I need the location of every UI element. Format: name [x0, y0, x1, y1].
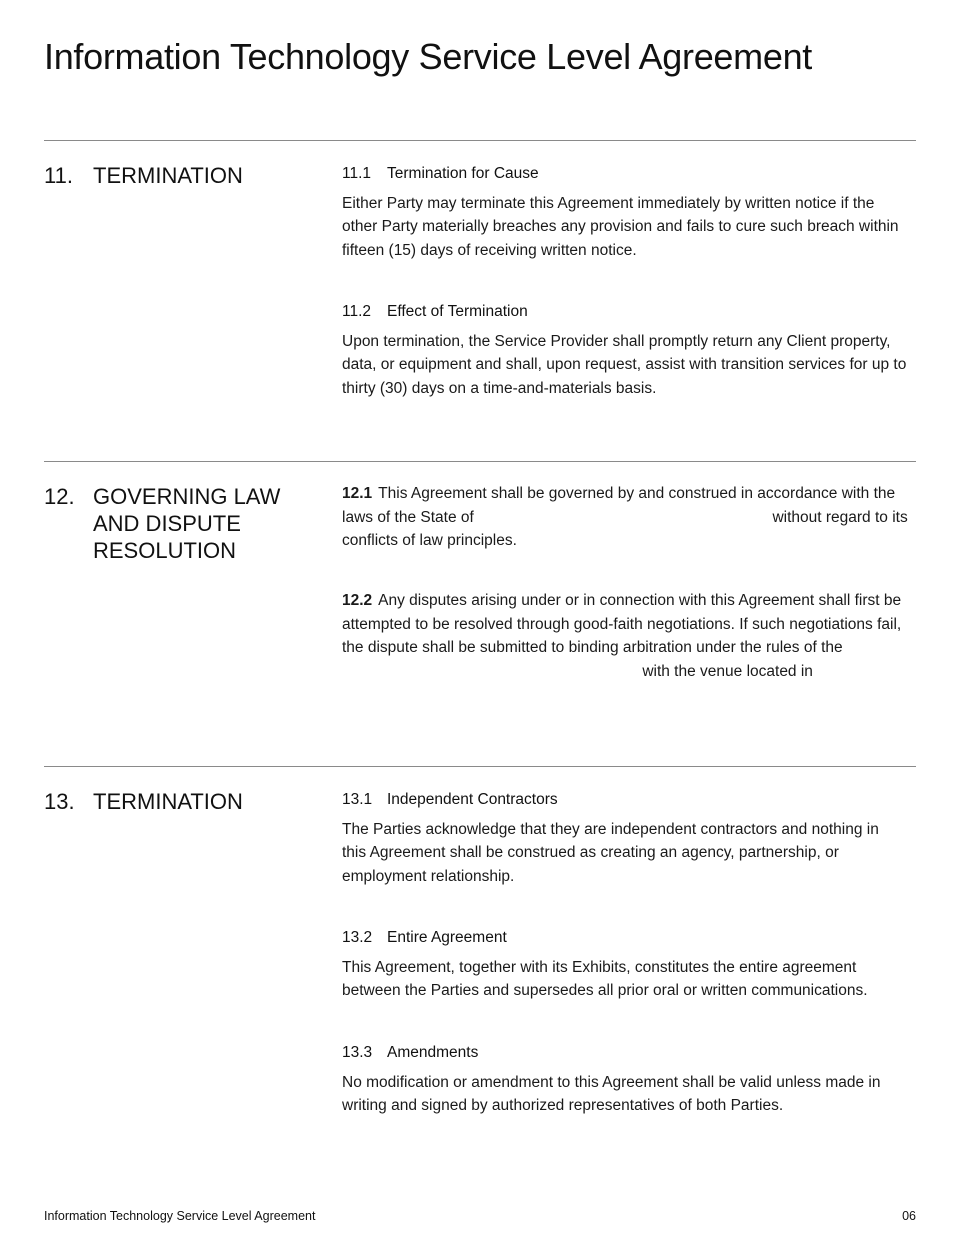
clause-number: 12.2 [342, 592, 373, 609]
clause-body: No modification or amendment to this Agreement shall be valid unless made in writing and signed by authorized representatives of both Parties. [342, 1073, 881, 1114]
clause-13-1 [342, 788, 916, 888]
clause-heading-text: Independent Contractors [387, 791, 558, 808]
clause-body: This Agreement, together with its Exhibits, constitutes the entire agreement between the Parties and supersedes all prior oral or written communications. [342, 958, 868, 999]
clause-text-after: with the venue located in [642, 662, 813, 680]
clause-body: The Parties acknowledge that they are independent contractors and nothing in this Agreement shall be construed as creating an agency, partnership, or employment relationship. [342, 820, 879, 885]
clause-body: Upon termination, the Service Provider shall promptly return any Client property, data, or equipment and shall, upon request, assist with transition services for up to thirty (30) days on a time-and-materials basis. [342, 332, 907, 397]
clause-11-1 [342, 162, 916, 262]
clause-heading [342, 926, 916, 950]
clause-text-before: Any disputes arising under or in connection with this Agreement shall first be attempted to be resolved through good-faith negotiations. If such negotiations fail, the dispute shall be submitted to binding arbitration under the rules of the [342, 592, 902, 656]
clause-number: 12.1 [342, 485, 373, 502]
clause-number: 13.3 [342, 1044, 373, 1061]
clause-number: 13.2 [342, 929, 373, 946]
section-divider [44, 461, 916, 462]
clause-number: 11.1 [342, 165, 372, 182]
clause-heading [342, 162, 916, 186]
clause-heading-text: Termination for Cause [387, 165, 539, 182]
clause-heading [342, 300, 916, 324]
clause-text-before: This Agreement shall be governed by and construed in accordance with the laws of the State of [342, 485, 896, 526]
section-number: 11. [44, 163, 73, 188]
section-heading-11 [44, 162, 314, 189]
clause-heading-text: Entire Agreement [387, 929, 507, 946]
clause-text-after: without regard to its conflicts of law principles. [342, 508, 908, 549]
section-title: TERMINATION [93, 163, 243, 188]
clause-11-2 [342, 300, 916, 400]
clause-number: 11.2 [342, 303, 372, 320]
clause-13-2 [342, 926, 916, 1003]
page-number: 06 [902, 1209, 916, 1223]
clause-heading-text: Effect of Termination [387, 303, 528, 320]
clause-body: Either Party may terminate this Agreement immediately by written notice if the other Party materially breaches any provision and fails to cure such breach within fifteen (15) days of receiving written notice. [342, 194, 899, 259]
section-divider [44, 766, 916, 767]
section-title: GOVERNING LAW AND DISPUTE RESOLUTION [93, 484, 281, 563]
clause-body [342, 482, 908, 553]
clause-body [342, 589, 908, 683]
clause-13-3 [342, 1041, 916, 1118]
clause-heading-text: Amendments [387, 1044, 479, 1061]
section-number: 13. [44, 789, 75, 814]
footer-title: Information Technology Service Level Agreement [44, 1209, 316, 1223]
clause-12-1 [342, 482, 916, 553]
section-heading-12 [44, 483, 314, 564]
clause-heading [342, 1041, 916, 1065]
section-divider [44, 140, 916, 141]
section-number: 12. [44, 484, 75, 509]
clause-number: 13.1 [342, 791, 373, 808]
section-heading-13 [44, 788, 314, 815]
clause-heading [342, 788, 916, 812]
clause-12-2 [342, 589, 916, 683]
document-title: Information Technology Service Level Agreement [44, 36, 812, 77]
section-title: TERMINATION [93, 789, 243, 814]
